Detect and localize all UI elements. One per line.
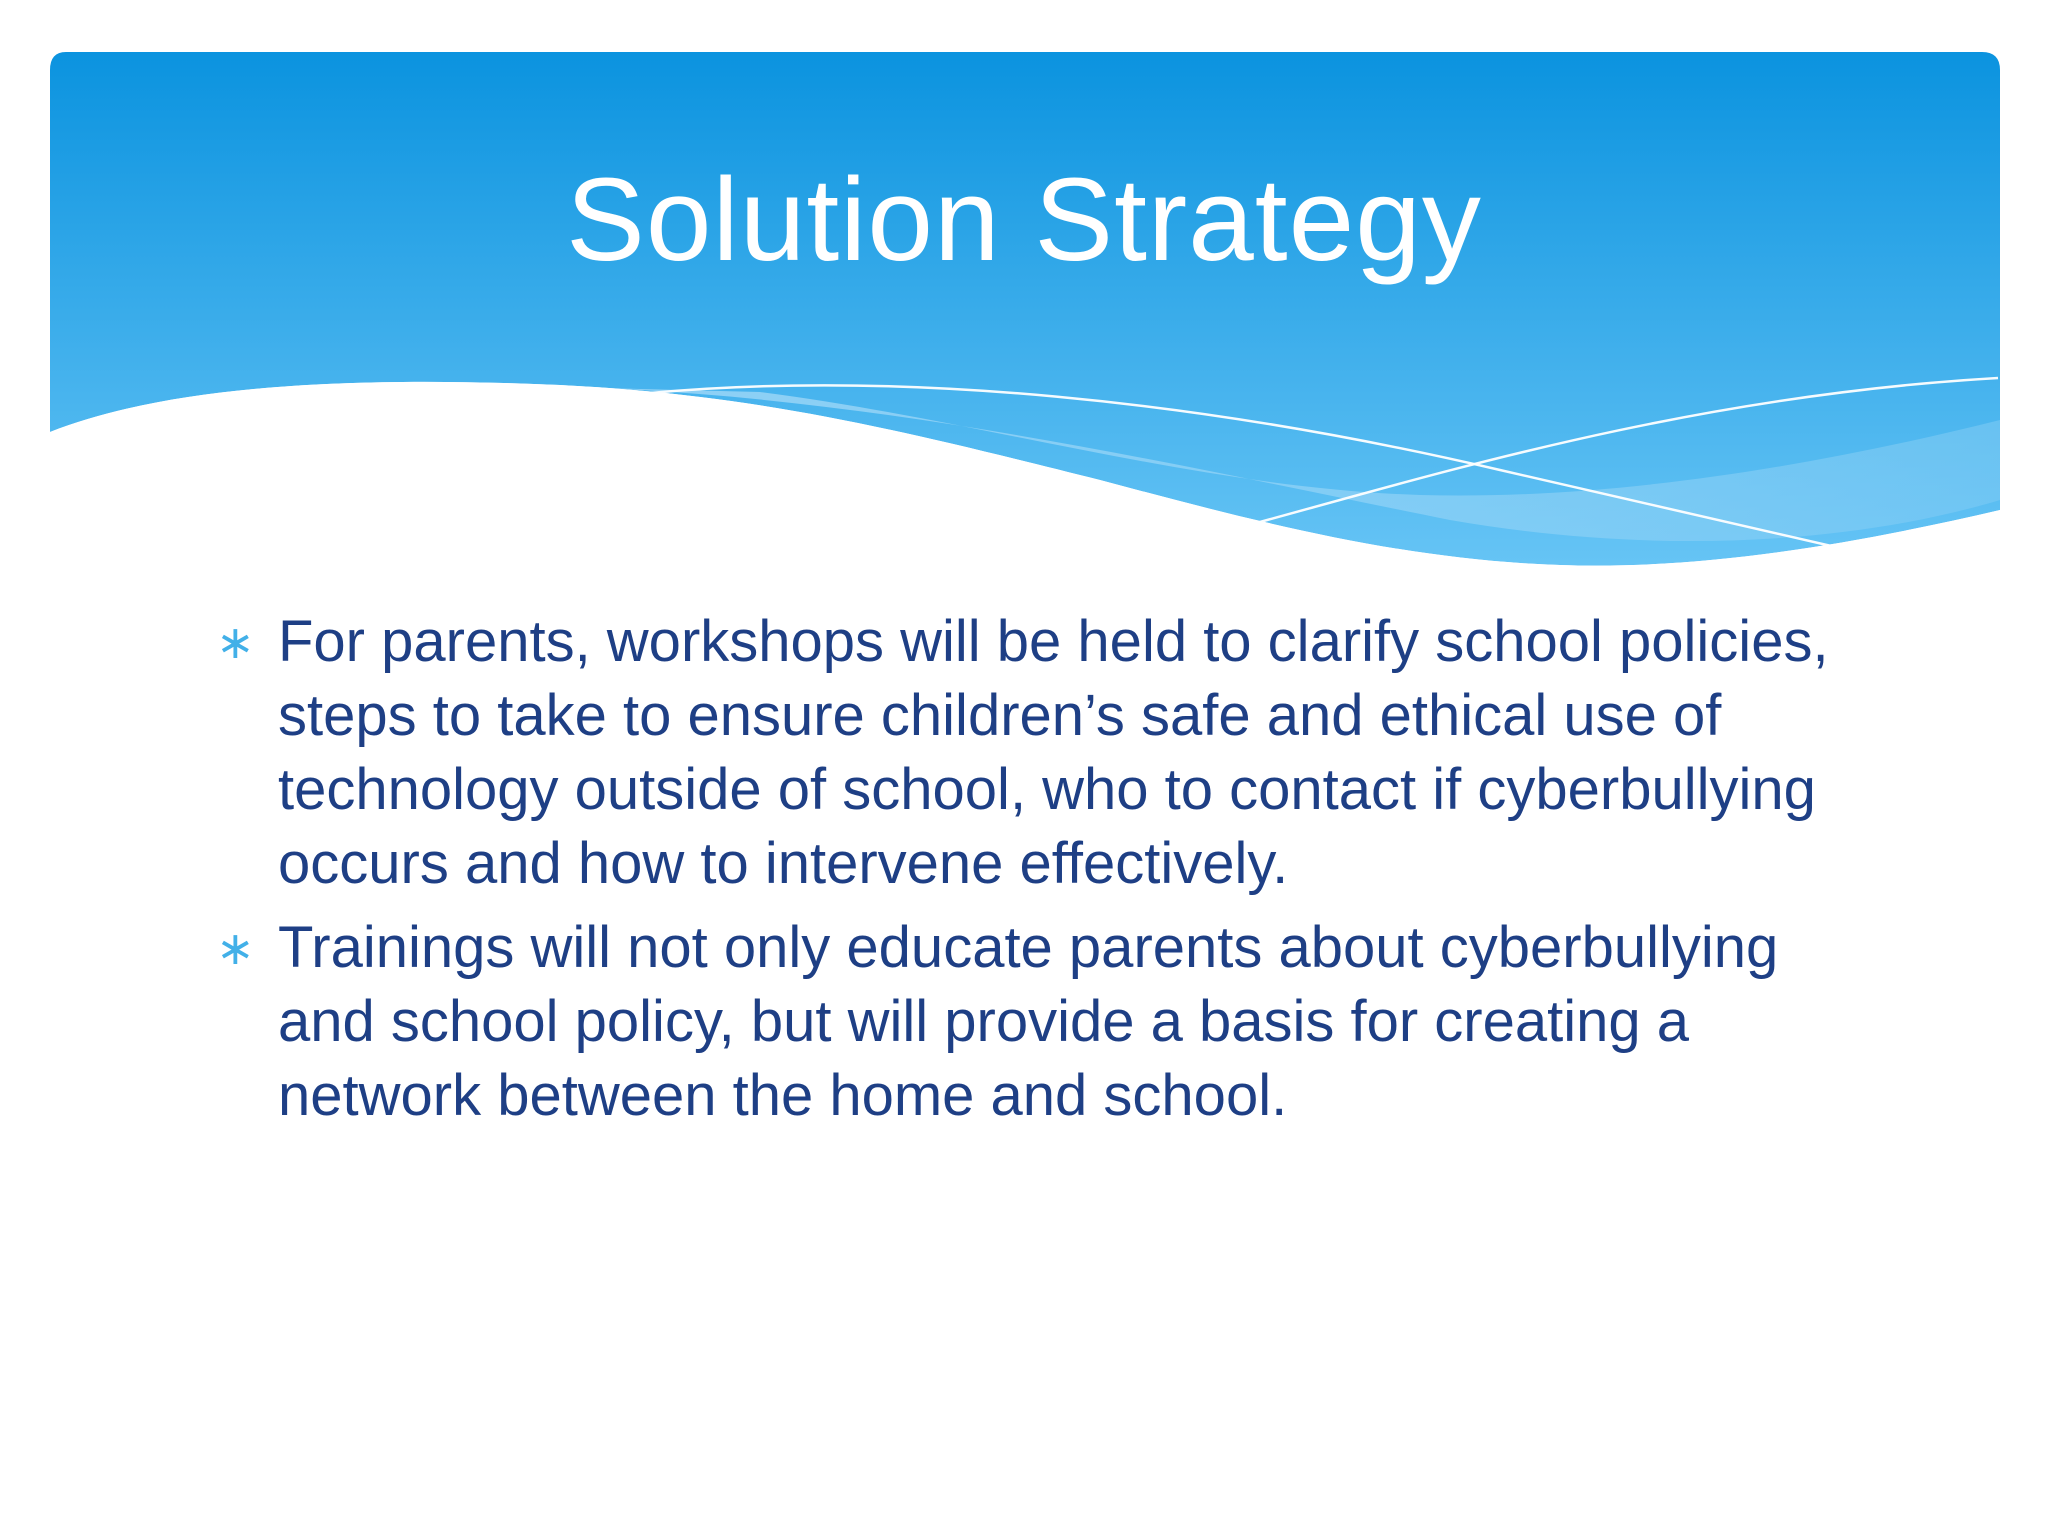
asterisk-bullet-icon: ∗	[216, 616, 255, 668]
bullet-text: For parents, workshops will be held to clarify school policies, steps to take to ensure children’s safe and ethical use of technology outside of school, who to contact if cyberbullying occurs and how to intervene effectively.	[278, 609, 1829, 896]
bullet-text: Trainings will not only educate parents about cyberbullying and school policy, but will provide a basis for creating a network between the home and school.	[278, 915, 1779, 1128]
bullet-item	[210, 911, 1850, 1133]
asterisk-bullet-icon: ∗	[216, 922, 255, 974]
bullet-item	[210, 605, 1850, 901]
slide-title: Solution Strategy	[566, 154, 1482, 286]
header-wave-banner	[0, 0, 2048, 620]
bullet-list	[210, 605, 1850, 1143]
